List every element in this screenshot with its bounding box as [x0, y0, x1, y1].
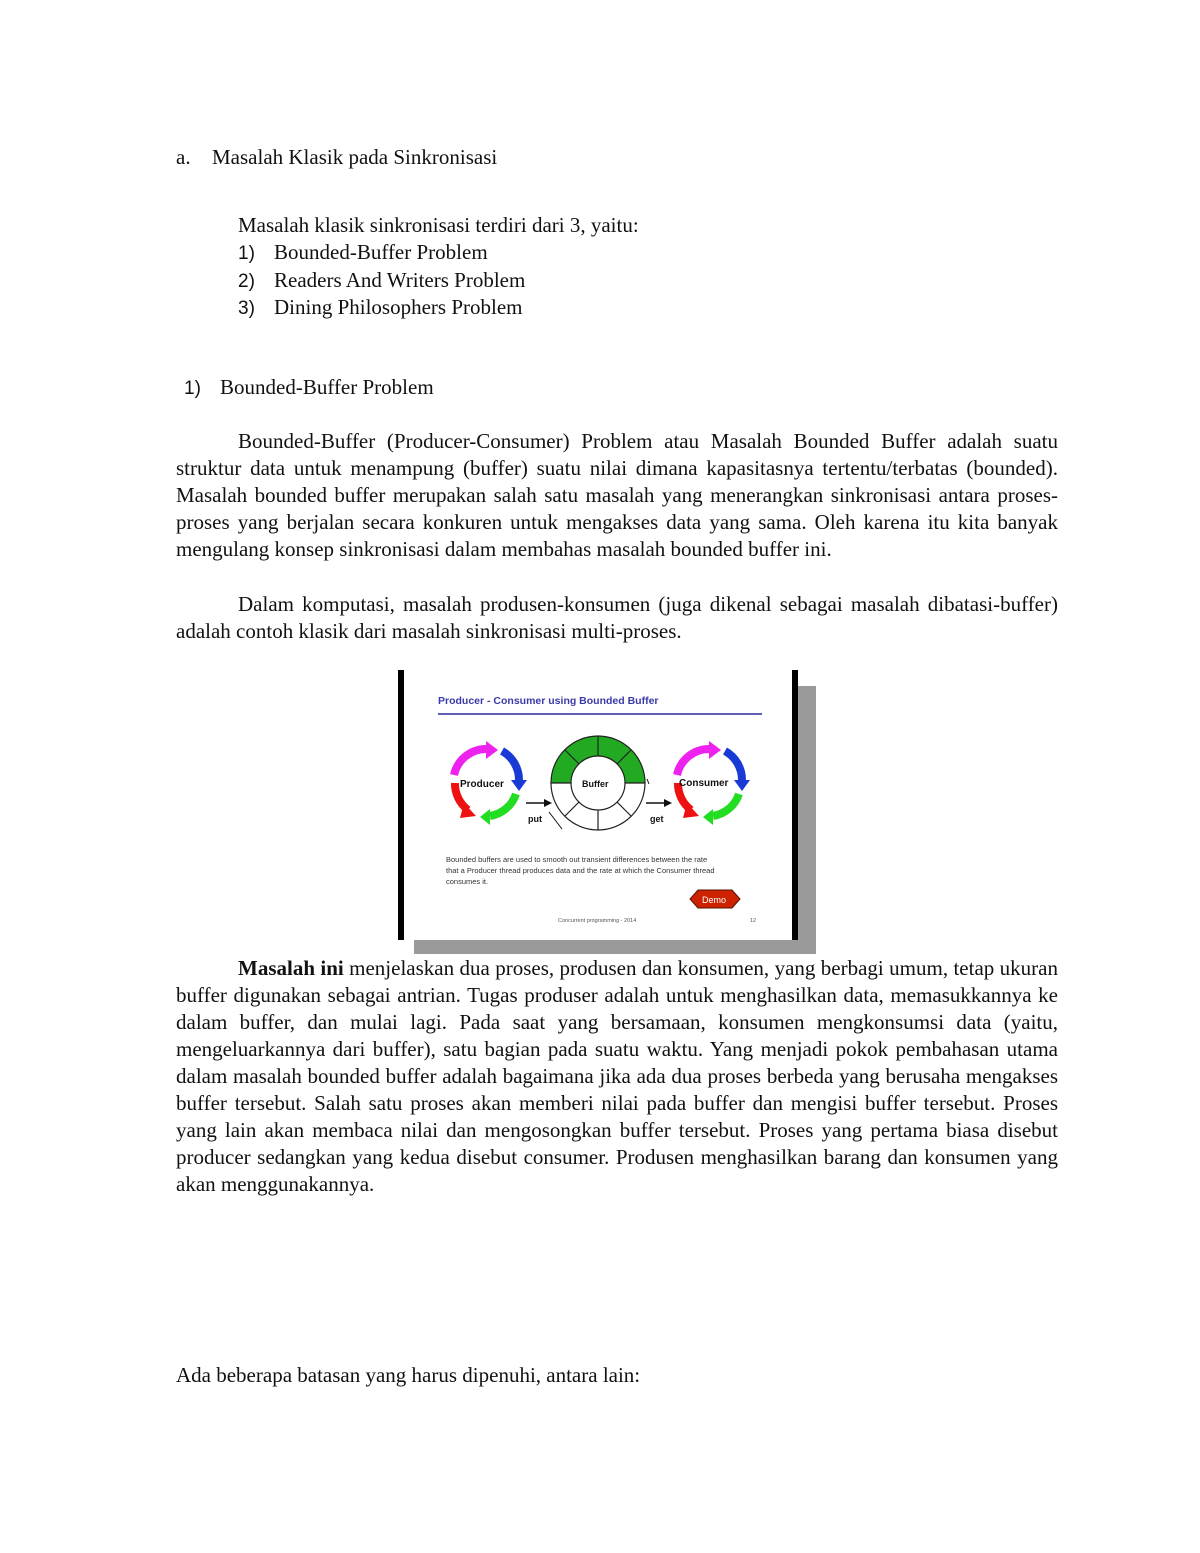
magenta-arrowhead — [486, 741, 498, 759]
section-marker: a. — [176, 145, 191, 169]
list-item-label: Readers And Writers Problem — [274, 267, 526, 292]
list-item-label: Dining Philosophers Problem — [274, 295, 523, 319]
list-item-label: Bounded-Buffer Problem — [274, 240, 488, 264]
magenta-arrow-arc — [454, 749, 486, 775]
subsection-number: 1) — [184, 378, 201, 399]
list-item-number: 2) — [238, 270, 255, 292]
paragraph-constraints: Ada beberapa batasan yang harus dipenuhi, antara lain: — [176, 1363, 641, 1387]
buffer-label: Buffer — [582, 779, 609, 789]
paragraph-explanation — [176, 955, 1058, 1198]
subsection-heading — [184, 374, 434, 402]
figure-footer: Concurrent programming - 2014 — [558, 918, 637, 924]
magenta-arrow-arc — [677, 749, 709, 775]
paragraph-lead-bold: Masalah ini — [238, 956, 344, 980]
get-label: get — [650, 814, 664, 824]
list-item — [238, 239, 525, 267]
green-arrowhead — [480, 809, 490, 825]
demo-button — [690, 890, 740, 908]
green-arrowhead — [703, 809, 713, 825]
figure-title: Producer - Consumer using Bounded Buffer — [438, 695, 659, 707]
figure-caption-line: Bounded buffers are used to smooth out transient differences between the rate — [446, 855, 708, 864]
figure-caption-line: consumes it. — [446, 877, 489, 886]
put-label: put — [528, 814, 542, 824]
section-title: Masalah Klasik pada Sinkronisasi — [212, 145, 498, 169]
consumer-cycle-icon — [677, 741, 750, 825]
section-heading — [176, 144, 497, 171]
blue-arrowhead — [734, 780, 750, 791]
list-item-number: 3) — [238, 298, 255, 319]
blue-arrow-arc — [502, 751, 519, 780]
producer-cycle-icon — [454, 741, 527, 825]
paragraph-definition: Bounded-Buffer (Producer-Consumer) Problem atau Masalah Bounded Buffer adalah suatu struktur data untuk menampung (buffer) suatu nilai dimana kapasitasnya tertentu/terbatas (bounded). Masalah bounded buffer merupakan salah satu masalah yang menerangkan sinkronisasi antara proses-proses yang berjalan secara konkuren untuk mengakses data yang sama. Oleh karena itu kita banyak mengulang konsep sinkronisasi dalam membahas masalah bounded buffer ini. — [176, 429, 1058, 561]
producer-consumer-figure — [398, 670, 818, 956]
problem-list — [238, 239, 525, 322]
consumer-label: Consumer — [679, 778, 729, 789]
figure-page-number: 12 — [750, 918, 757, 924]
figure-caption-line: that a Producer thread produces data and the rate at which the Consumer thread — [446, 866, 715, 875]
buffer-ring-icon — [551, 736, 645, 830]
subsection-title: Bounded-Buffer Problem — [220, 375, 434, 399]
blue-arrowhead — [511, 780, 527, 791]
paragraph-body: menjelaskan dua proses, produsen dan konsumen, yang berbagi umum, tetap ukuran buffer digunakan sebagai antrian. Tugas produser adalah untuk menghasilkan data, memasukkannya ke dalam buffer, dan mulai lagi. Pada saat yang bersamaan, konsumen mengkonsumsi data (yaitu, mengeluarkannya dari buffer), satu bagian pada suatu waktu. Yang menjadi pokok pembahasan utama dalam masalah bounded buffer adalah bagaimana jika ada dua proses berbeda yang berusaha mengakses buffer tersebut. Salah satu proses akan memberi nilai pada buffer dan mengisi buffer tersebut. Proses yang lain akan membaca nilai dan mengosongkan buffer tersebut. Proses yang pertama biasa disebut producer sedangkan yang kedua disebut consumer. Produsen menghasilkan barang dan konsumen yang akan menggunakannya. — [176, 956, 1058, 1196]
paragraph-computing: Dalam komputasi, masalah produsen-konsumen (juga dikenal sebagai masalah dibatasi-buffer) adalah contoh klasik dari masalah sinkronisasi multi-proses. — [176, 592, 1058, 643]
figure-diagram — [398, 670, 798, 940]
green-arrow-arc — [713, 794, 739, 816]
list-item-number: 1) — [238, 243, 255, 264]
green-arrow-arc — [490, 794, 516, 816]
blue-arrow-arc — [725, 751, 742, 780]
intro-text: Masalah klasik sinkronisasi terdiri dari 3, yaitu: — [238, 213, 639, 237]
get-arrow — [646, 779, 672, 824]
list-item — [238, 294, 525, 322]
producer-label: Producer — [460, 779, 504, 790]
list-item — [238, 267, 525, 295]
demo-label: Demo — [702, 895, 727, 905]
magenta-arrowhead — [709, 741, 721, 759]
